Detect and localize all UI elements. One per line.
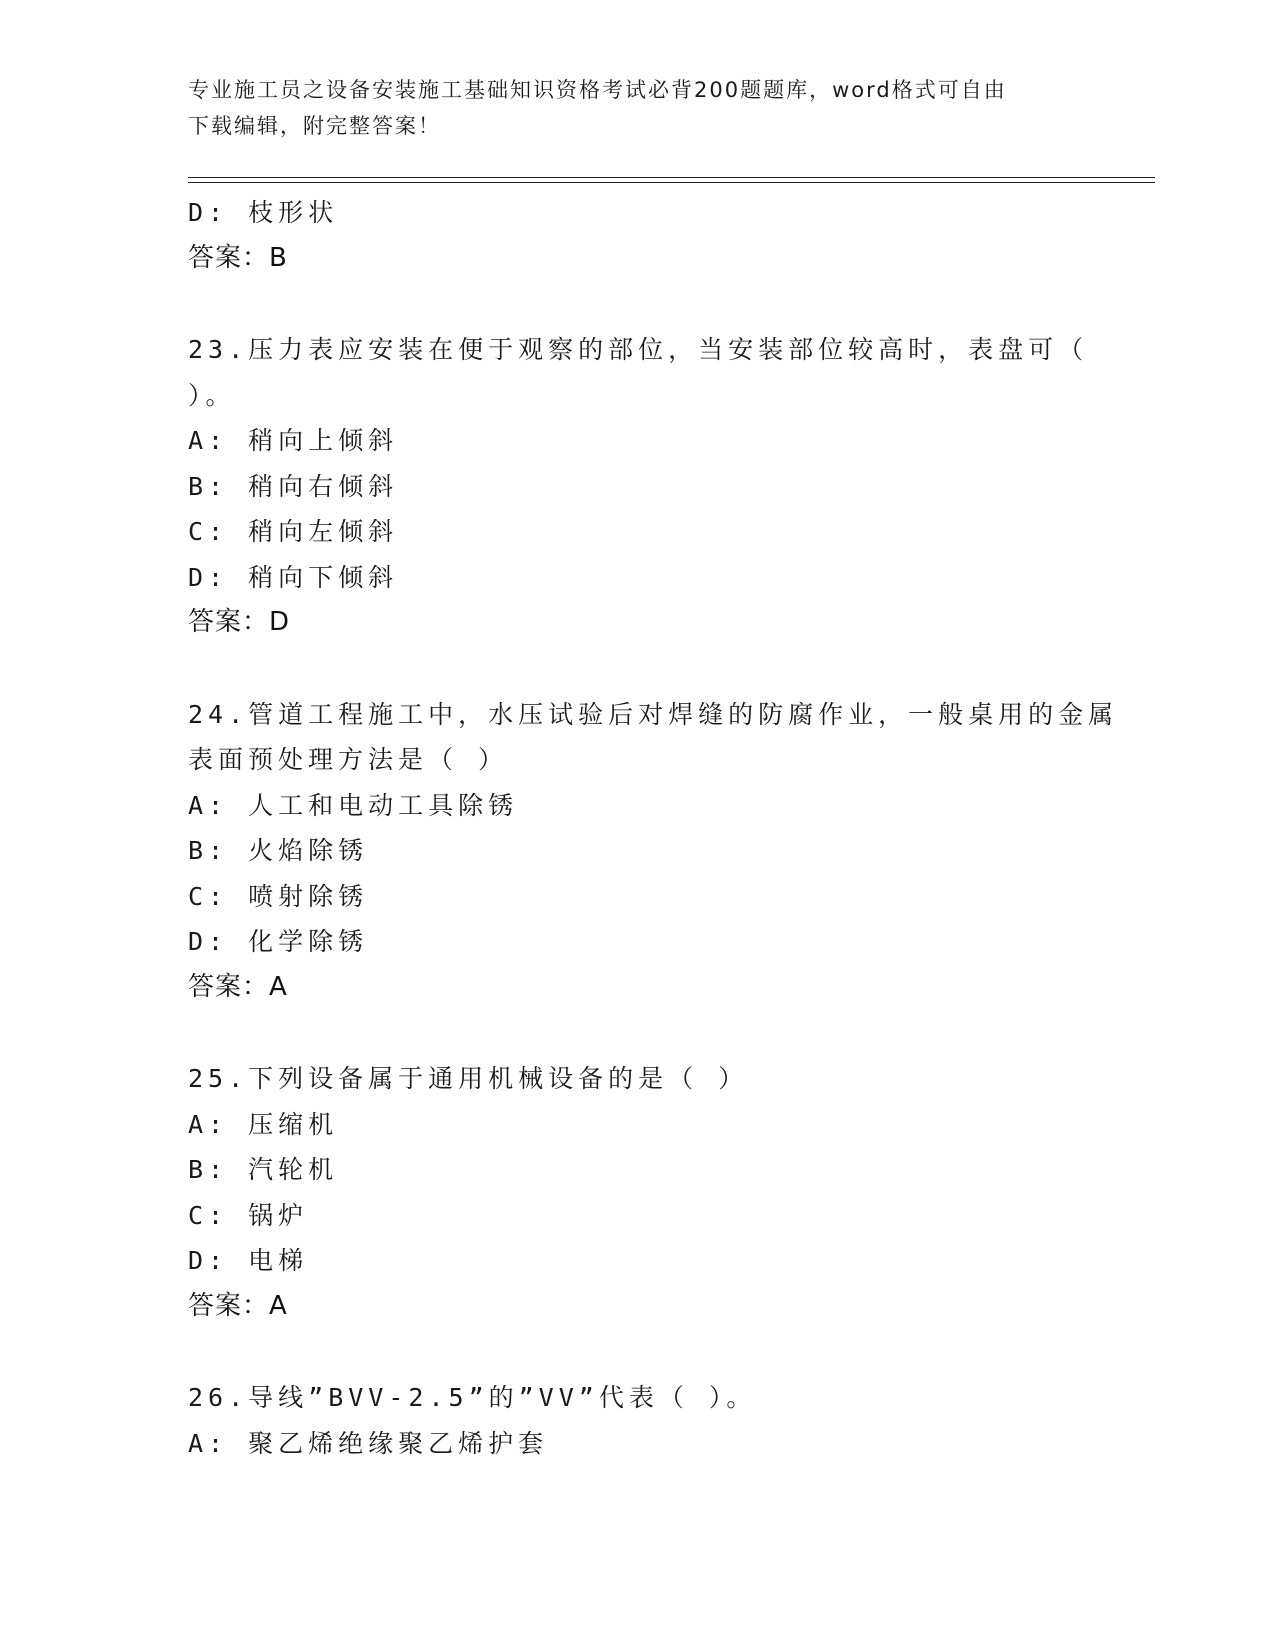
answer-line: 答案：A bbox=[188, 971, 288, 1002]
question-stem: 24.管道工程施工中，水压试验后对焊缝的防腐作业，一般桌用的金属 bbox=[188, 699, 1119, 729]
question-block-25 bbox=[188, 1056, 1155, 1329]
option-a: A: 稍向上倾斜 bbox=[188, 426, 399, 455]
option-c: C: 稍向左倾斜 bbox=[188, 517, 399, 546]
answer-line: 答案：A bbox=[188, 1290, 288, 1321]
answer-line: 答案：D bbox=[188, 607, 291, 637]
header-title-line-2: 下载编辑，附完整答案！ bbox=[188, 114, 441, 138]
question-block-24 bbox=[188, 692, 1155, 1011]
answer-line: 答案：B bbox=[188, 242, 288, 273]
header-divider-bottom bbox=[188, 182, 1155, 183]
question-stem: 23.压力表应安装在便于观察的部位，当安装部位较高时，表盘可（ bbox=[188, 335, 1089, 364]
option-a: A: 压缩机 bbox=[188, 1109, 339, 1139]
question-list bbox=[188, 190, 1155, 1466]
header-title-line-1: 专业施工员之设备安装施工基础知识资格考试必背200题题库，word格式可自由 bbox=[188, 78, 1007, 102]
option-b: B: 火焰除锈 bbox=[188, 836, 369, 865]
option-d: D: 稍向下倾斜 bbox=[188, 562, 399, 592]
question-block-23 bbox=[188, 327, 1155, 646]
spacer bbox=[188, 1010, 1155, 1056]
question-block-22-tail bbox=[188, 190, 1155, 281]
spacer bbox=[188, 281, 1155, 327]
question-stem: 26.导线”BVV-2.5”的”VV”代表（ ）。 bbox=[188, 1383, 757, 1412]
option-d: D: 枝形状 bbox=[188, 198, 339, 227]
spacer bbox=[188, 1329, 1155, 1375]
option-b: B: 稍向右倾斜 bbox=[188, 471, 399, 501]
question-stem-continued: ）。 bbox=[188, 380, 236, 410]
option-a: A: 人工和电动工具除锈 bbox=[188, 790, 519, 820]
document-header bbox=[188, 72, 1088, 144]
option-c: C: 喷射除锈 bbox=[188, 881, 369, 911]
spacer bbox=[188, 646, 1155, 692]
question-stem-continued: 表面预处理方法是（ ） bbox=[188, 745, 509, 774]
question-block-26 bbox=[188, 1375, 1155, 1466]
option-c: C: 锅炉 bbox=[188, 1200, 309, 1230]
question-stem: 25.下列设备属于通用机械设备的是（ ） bbox=[188, 1064, 749, 1093]
option-a: A: 聚乙烯绝缘聚乙烯护套 bbox=[188, 1428, 549, 1458]
option-d: D: 电梯 bbox=[188, 1246, 309, 1275]
option-b: B: 汽轮机 bbox=[188, 1155, 339, 1184]
option-d: D: 化学除锈 bbox=[188, 927, 369, 956]
header-divider-top bbox=[188, 177, 1155, 178]
